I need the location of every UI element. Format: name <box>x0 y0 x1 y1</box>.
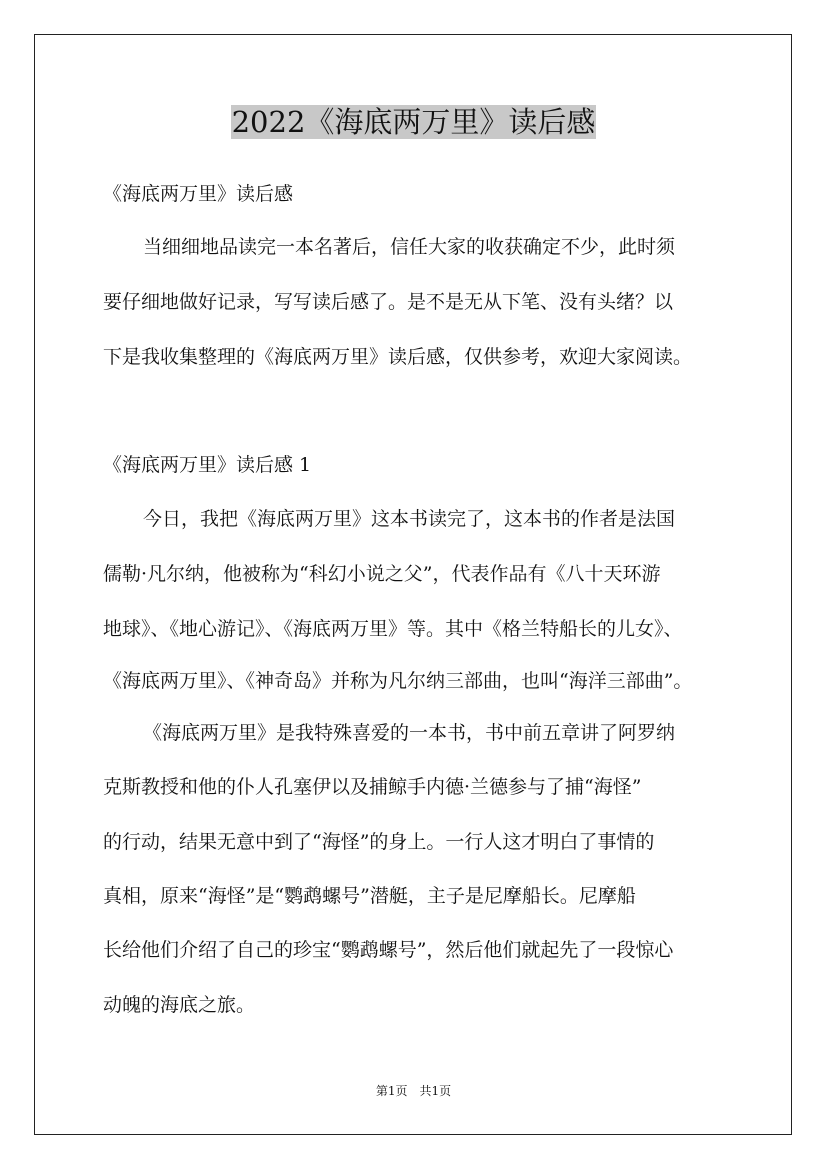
paragraph-line: 《海底两万里》、《神奇岛》并称为凡尔纳三部曲，也叫“海洋三部曲”。 <box>103 670 693 692</box>
paragraph-line: 长给他们介绍了自己的珍宝“鹦鹉螺号”，然后他们就起先了一段惊心 <box>103 939 674 961</box>
paragraph-line: 今日，我把《海底两万里》这本书读完了，这本书的作者是法国 <box>143 508 676 530</box>
paragraph-line: 的行动，结果无意中到了“海怪”的身上。一行人这才明白了事情的 <box>103 831 655 853</box>
document-title <box>0 102 827 142</box>
page-footer: 第1页 共1页 <box>375 1084 452 1098</box>
document-title-text: 2022《海底两万里》读后感 <box>231 105 596 139</box>
section-heading: 《海底两万里》读后感 1 <box>103 454 312 476</box>
paragraph-line: 儒勒·凡尔纳，他被称为“科幻小说之父”，代表作品有《八十天环游 <box>103 563 661 585</box>
paragraph-line: 克斯教授和他的仆人孔塞伊以及捕鲸手内德·兰德参与了捕“海怪” <box>103 776 642 798</box>
paragraph-line: 地球》、《地心游记》、《海底两万里》等。其中《格兰特船长的儿女》、 <box>103 618 683 640</box>
intro-line: 要仔细地做好记录，写写读后感了。是不是无从下笔、没有头绪？以 <box>103 291 674 313</box>
subtitle: 《海底两万里》读后感 <box>103 183 294 205</box>
paragraph-line: 真相，原来“海怪”是“鹦鹉螺号”潜艇，主子是尼摩船长。尼摩船 <box>103 885 636 907</box>
paragraph-line: 《海底两万里》是我特殊喜爱的一本书，书中前五章讲了阿罗纳 <box>143 722 676 744</box>
paragraph-line: 动魄的海底之旅。 <box>103 994 256 1016</box>
intro-line: 下是我收集整理的《海底两万里》读后感，仅供参考，欢迎大家阅读。 <box>103 346 693 368</box>
intro-line: 当细细地品读完一本名著后，信任大家的收获确定不少，此时须 <box>143 236 676 258</box>
